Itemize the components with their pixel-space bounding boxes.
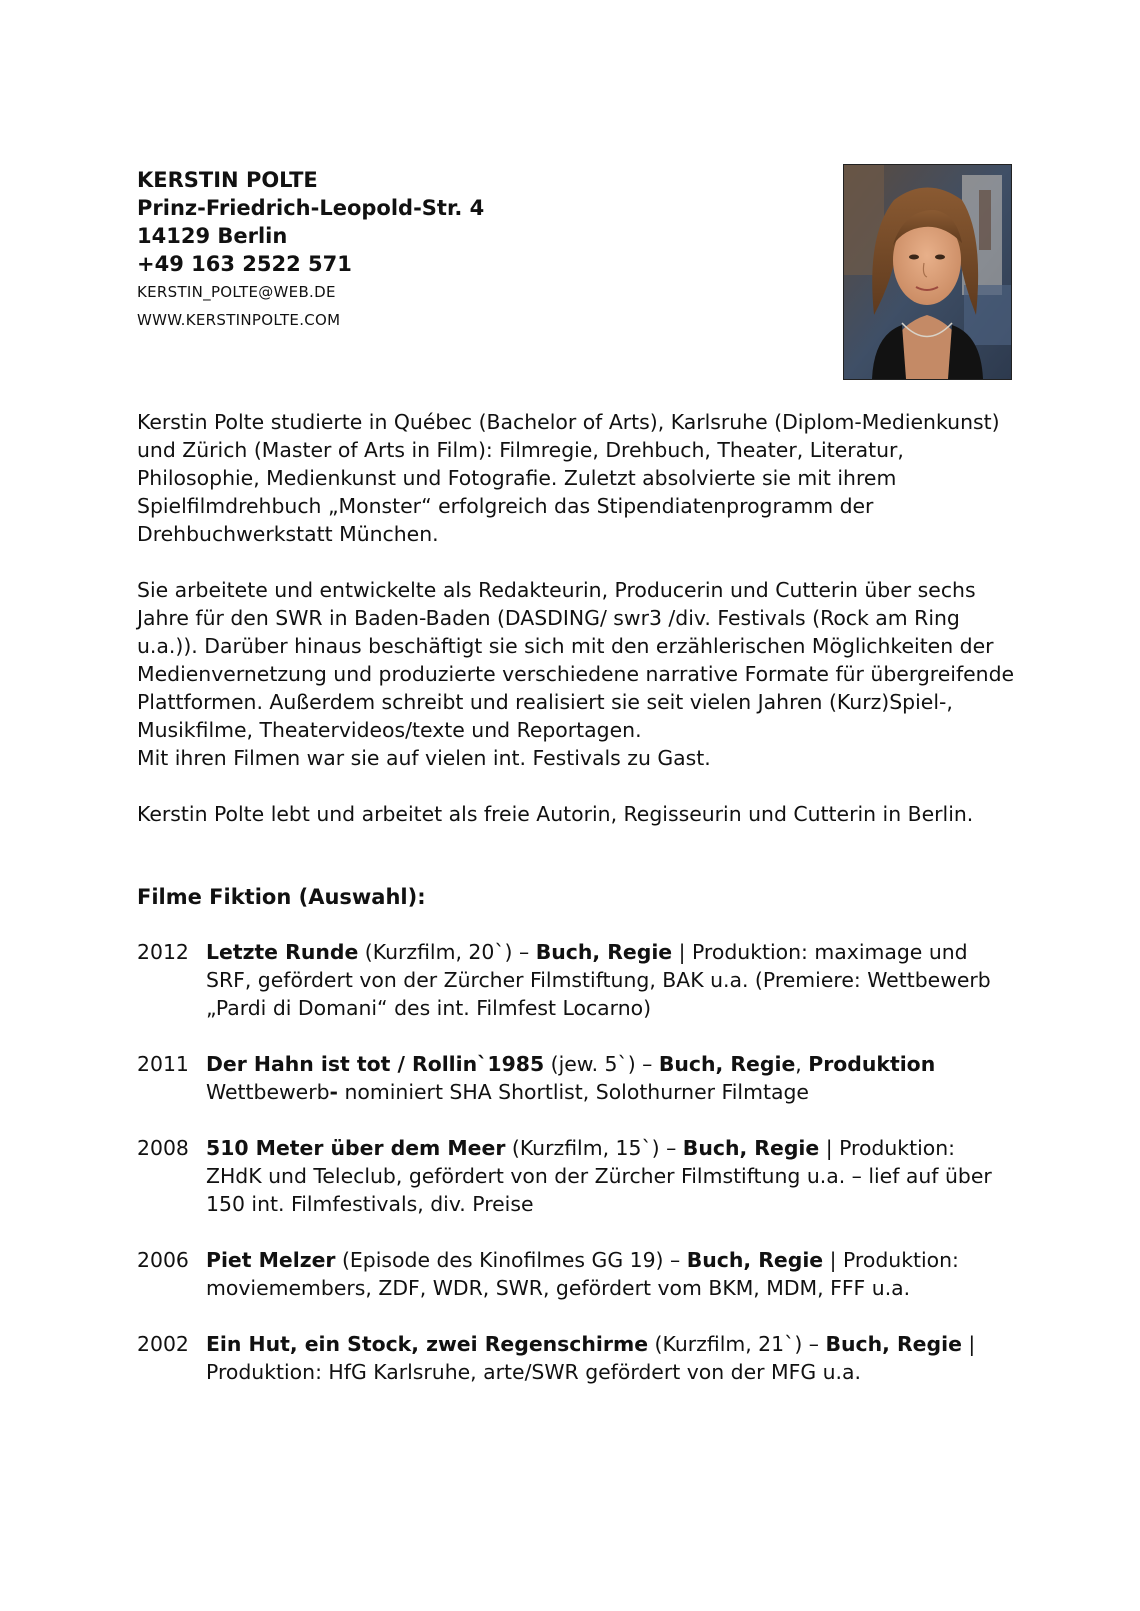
film-entry (137, 1246, 1017, 1302)
film-text-bold: Buch, Regie (686, 1248, 824, 1272)
person-name: KERSTIN POLTE (137, 168, 318, 192)
bio-paragraph-1 (137, 408, 1037, 548)
film-text: (jew. 5`) – (544, 1052, 659, 1076)
film-list (137, 938, 1017, 1414)
film-text: (Kurzfilm, 20`) – (358, 940, 536, 964)
film-description-line (206, 1358, 1017, 1386)
bio-paragraph-3 (137, 800, 1037, 828)
film-text: 150 int. Filmfestivals, div. Preise (206, 1192, 534, 1216)
film-entry (137, 1330, 1017, 1386)
biography (137, 408, 1037, 828)
film-year: 2011 (137, 1052, 189, 1076)
portrait-photo (843, 164, 1012, 380)
bio-line: Mit ihren Filmen war sie auf vielen int. Festivals zu Gast. (137, 746, 711, 770)
film-description-line (206, 1078, 1017, 1106)
section-title-films: Filme Fiktion (Auswahl): (137, 885, 426, 909)
contact-header (137, 166, 737, 334)
film-text: | Produktion: maximage und (672, 940, 968, 964)
film-description-line (206, 994, 1017, 1022)
film-text: (Kurzfilm, 15`) – (505, 1136, 683, 1160)
film-description (206, 1246, 1017, 1302)
film-description-line (206, 966, 1017, 994)
film-text-bold: Buch, Regie (682, 1136, 820, 1160)
film-text-bold: 510 Meter über dem Meer (206, 1136, 506, 1160)
film-description-line (206, 938, 1017, 966)
film-description-line (206, 1162, 1017, 1190)
film-description-line (206, 1330, 1017, 1358)
film-text: SRF, gefördert von der Zürcher Filmstiftung, BAK u.a. (Premiere: Wettbewerb (206, 968, 991, 992)
bio-paragraph-2 (137, 576, 1037, 772)
bio-line: Drehbuchwerkstatt München. (137, 522, 439, 546)
email-address: KERSTIN_POLTE@WEB.DE (137, 283, 336, 301)
film-entry (137, 1050, 1017, 1106)
bio-line: Sie arbeitete und entwickelte als Redakteurin, Producerin und Cutterin über sechs (137, 578, 976, 602)
bio-line: Plattformen. Außerdem schreibt und realisiert sie seit vielen Jahren (Kurz)Spiel-, (137, 690, 953, 714)
bio-line: Jahre für den SWR in Baden-Baden (DASDING/ swr3 /div. Festivals (Rock am Ring (137, 606, 960, 630)
film-text: | Produktion: (823, 1248, 959, 1272)
film-text: (Kurzfilm, 21`) – (648, 1332, 826, 1356)
bio-line: und Zürich (Master of Arts in Film): Filmregie, Drehbuch, Theater, Literatur, (137, 438, 904, 462)
bio-line: u.a.)). Darüber hinaus beschäftigt sie sich mit den erzählerischen Möglichkeiten der (137, 634, 994, 658)
phone-number: +49 163 2522 571 (137, 252, 352, 276)
film-description (206, 1134, 1017, 1218)
film-description (206, 938, 1017, 1022)
film-text: Produktion: HfG Karlsruhe, arte/SWR gefördert von der MFG u.a. (206, 1360, 861, 1384)
film-year: 2006 (137, 1248, 189, 1272)
bio-line: Philosophie, Medienkunst und Fotografie. Zuletzt absolvierte sie mit ihrem (137, 466, 897, 490)
film-year: 2008 (137, 1136, 189, 1160)
film-text: nominiert SHA Shortlist, Solothurner Filmtage (338, 1080, 809, 1104)
film-text: „Pardi di Domani“ des int. Filmfest Locarno) (206, 996, 652, 1020)
film-description (206, 1330, 1017, 1386)
film-description (206, 1050, 1017, 1106)
film-year: 2012 (137, 940, 189, 964)
film-text: (Episode des Kinofilmes GG 19) – (335, 1248, 687, 1272)
film-text-bold: Der Hahn ist tot / Rollin`1985 (206, 1052, 545, 1076)
film-text-bold: Piet Melzer (206, 1248, 336, 1272)
film-text-bold: Produktion (808, 1052, 936, 1076)
film-description-line (206, 1274, 1017, 1302)
bio-line: Kerstin Polte lebt und arbeitet als freie Autorin, Regisseurin und Cutterin in Berlin. (137, 802, 974, 826)
film-description-line (206, 1190, 1017, 1218)
film-text: | Produktion: (819, 1136, 956, 1160)
website-address: WWW.KERSTINPOLTE.COM (137, 311, 341, 329)
portrait-image (844, 165, 1011, 379)
bio-line: Musikfilme, Theatervideos/texte und Reportagen. (137, 718, 642, 742)
street-address: Prinz-Friedrich-Leopold-Str. 4 (137, 196, 485, 220)
film-text-bold: - (329, 1080, 339, 1104)
bio-line: Spielfilmdrehbuch „Monster“ erfolgreich das Stipendiatenprogramm der (137, 494, 874, 518)
city-address: 14129 Berlin (137, 224, 288, 248)
film-text-bold: Buch, Regie (658, 1052, 796, 1076)
film-text: Wettbewerb (206, 1080, 330, 1104)
film-description-line (206, 1050, 1017, 1078)
bio-line: Medienvernetzung und produzierte verschiedene narrative Formate für übergreifende (137, 662, 1015, 686)
film-year: 2002 (137, 1332, 189, 1356)
film-description-line (206, 1246, 1017, 1274)
film-text: ZHdK und Teleclub, gefördert von der Zürcher Filmstiftung u.a. – lief auf über (206, 1164, 992, 1188)
film-entry (137, 938, 1017, 1022)
bio-line: Kerstin Polte studierte in Québec (Bachelor of Arts), Karlsruhe (Diplom-Medienkunst) (137, 410, 1000, 434)
film-text: , (795, 1052, 809, 1076)
film-text-bold: Buch, Regie (825, 1332, 962, 1356)
film-entry (137, 1134, 1017, 1218)
film-text-bold: Letzte Runde (206, 940, 359, 964)
film-text: | (961, 1332, 976, 1356)
film-text-bold: Buch, Regie (535, 940, 673, 964)
film-description-line (206, 1134, 1017, 1162)
film-text: moviemembers, ZDF, WDR, SWR, gefördert vom BKM, MDM, FFF u.a. (206, 1276, 911, 1300)
film-text-bold: Ein Hut, ein Stock, zwei Regenschirme (206, 1332, 649, 1356)
